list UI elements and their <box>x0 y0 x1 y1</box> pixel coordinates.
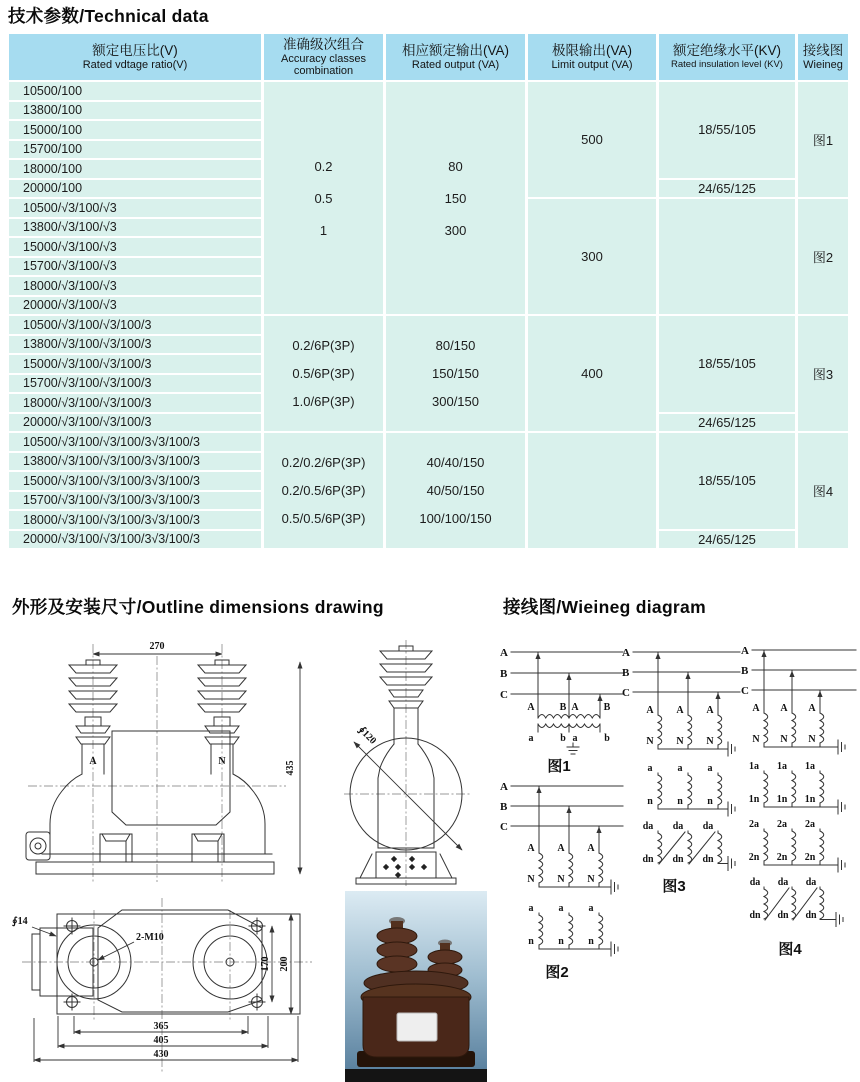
coil-bottom-label: dn <box>672 854 684 865</box>
voltage-ratio: 15700/√3/100/√3/100/3 <box>9 375 261 393</box>
value-line: 0.5/0.5/6P(3P) <box>281 511 366 526</box>
coil-top-label: da <box>702 821 714 832</box>
coil-top-label: 2a <box>749 819 759 830</box>
coil <box>764 773 768 803</box>
value-line: 150/150 <box>432 366 479 381</box>
value-line: 40/50/150 <box>426 483 485 498</box>
coil-bottom-label: dn <box>805 910 817 921</box>
coil-bottom-label: n <box>647 796 653 807</box>
coil <box>599 915 603 945</box>
coil-bottom-label: N <box>752 734 760 745</box>
coil-top-label: A <box>527 843 535 854</box>
value-line: 150 <box>444 190 467 206</box>
fig4-caption: 图4 <box>778 941 802 958</box>
voltage-ratio: 20000/√3/100/√3/100/3 <box>9 414 261 432</box>
limit-output-4 <box>528 433 656 548</box>
coil <box>764 831 768 861</box>
limit-output-2: 300 <box>528 199 656 314</box>
coil <box>820 773 824 803</box>
lv-terminal: b <box>560 733 566 744</box>
coil <box>792 773 796 803</box>
coil-bottom-label: n <box>558 936 564 947</box>
ground-icon <box>728 742 735 756</box>
insulation-3a: 18/55/105 <box>659 316 795 412</box>
value-line: 0.5/6P(3P) <box>292 366 355 381</box>
voltage-ratio: 10500/√3/100/√3/100/3 <box>9 316 261 334</box>
value-line: 100/100/150 <box>419 511 492 526</box>
coil <box>820 831 824 861</box>
coil-top-label: da <box>642 821 654 832</box>
value-line: 80/150 <box>435 338 476 353</box>
coil <box>539 915 543 945</box>
plan-bolt-label: 2-M10 <box>136 932 164 943</box>
hv-terminal: B <box>559 702 567 713</box>
plan-dim-200: 200 <box>279 956 290 972</box>
coil-top-label: 2a <box>805 819 815 830</box>
coil-top-label: 1a <box>777 761 787 772</box>
col-header-wiring: 接线图 Wieineg <box>798 34 848 80</box>
coil-top-label: A <box>706 705 714 716</box>
limit-output-3: 400 <box>528 316 656 431</box>
voltage-ratio: 10500/√3/100/√3 <box>9 199 261 217</box>
phase-a-label: A <box>741 645 749 657</box>
coil <box>658 715 662 745</box>
product-photo <box>345 891 487 1082</box>
coil-bottom-label: N <box>808 734 816 745</box>
value-line: 300 <box>444 222 467 238</box>
coil <box>569 915 573 945</box>
table-row <box>9 316 848 334</box>
insulation-4a: 18/55/105 <box>659 433 795 529</box>
coil <box>688 715 692 745</box>
phase-c-label: C <box>741 685 749 697</box>
coil-bottom-label: N <box>587 874 595 885</box>
value-line: 1 <box>319 222 328 238</box>
coil-bottom-label: N <box>527 874 535 885</box>
wiring-ref-1: 图1 <box>798 82 848 197</box>
accuracy-group-2 <box>264 316 383 431</box>
coil-bottom-label: 1n <box>776 794 788 805</box>
wiring-ref-2: 图2 <box>798 199 848 314</box>
fig2-caption: 图2 <box>545 964 569 981</box>
rated-output-group-3 <box>386 433 525 548</box>
coil-top-label: A <box>587 843 595 854</box>
coil <box>718 715 722 745</box>
voltage-ratio: 18000/√3/100/√3/100/3 <box>9 394 261 412</box>
coil <box>539 853 543 883</box>
technical-data-table <box>6 32 851 550</box>
phase-b-label: B <box>500 668 508 680</box>
voltage-ratio: 15700/100 <box>9 141 261 159</box>
voltage-ratio: 10500/100 <box>9 82 261 100</box>
coil-bottom-label: N <box>706 736 714 747</box>
voltage-ratio: 20000/100 <box>9 180 261 198</box>
coil-top-label: A <box>752 703 760 714</box>
side-view-drawing <box>320 636 485 888</box>
value-line: 0.5 <box>314 190 333 206</box>
coil-bottom-label: n <box>588 936 594 947</box>
wiring-fig1 <box>497 640 625 780</box>
wiring-ref-4: 图4 <box>798 433 848 548</box>
voltage-ratio: 15000/√3/100/√3/100/3√3/100/3 <box>9 472 261 490</box>
coil <box>599 853 603 883</box>
coil-top-label: a <box>707 763 713 774</box>
coil-bottom-label: dn <box>702 854 714 865</box>
ground-icon <box>611 880 618 894</box>
front-view-drawing <box>12 636 322 886</box>
value-line: 1.0/6P(3P) <box>292 394 355 409</box>
rated-output-group-2 <box>386 316 525 431</box>
insulation-3b: 24/65/125 <box>659 414 795 432</box>
coil <box>792 889 796 919</box>
coil-bottom-label: 2n <box>776 852 788 863</box>
coil-top-label: da <box>672 821 684 832</box>
voltage-ratio: 15700/√3/100/√3/100/3√3/100/3 <box>9 492 261 510</box>
wiring-ref-3: 图3 <box>798 316 848 431</box>
plan-hole-label: ∮14 <box>12 916 28 927</box>
col-header-rated-output: 相应额定输出(VA) Rated output (VA) <box>386 34 525 80</box>
lv-terminal: a <box>572 733 578 744</box>
coil-top-label: da <box>777 877 789 888</box>
value-line: 300/150 <box>432 394 479 409</box>
phase-a-label: A <box>622 647 630 659</box>
fig3-caption: 图3 <box>662 878 686 895</box>
hv-terminal: A <box>527 702 535 713</box>
coil-top-label: da <box>805 877 817 888</box>
fig1-caption: 图1 <box>547 758 571 775</box>
plan-dim-430: 430 <box>153 1049 169 1060</box>
coil <box>688 833 692 863</box>
coil-top-label: da <box>749 877 761 888</box>
coil-bottom-label: n <box>528 936 534 947</box>
coil-top-label: a <box>528 903 534 914</box>
coil <box>764 713 768 743</box>
accuracy-group-3 <box>264 433 383 548</box>
plan-dim-365: 365 <box>153 1021 169 1032</box>
value-line: 0.2/6P(3P) <box>292 338 355 353</box>
voltage-ratio: 20000/√3/100/√3/100/3√3/100/3 <box>9 531 261 549</box>
coil-top-label: A <box>646 705 654 716</box>
coil-top-label: 1a <box>749 761 759 772</box>
table-row <box>9 82 848 100</box>
voltage-ratio: 18000/100 <box>9 160 261 178</box>
coil-top-label: a <box>677 763 683 774</box>
coil-top-label: a <box>558 903 564 914</box>
coil-top-label: A <box>676 705 684 716</box>
coil-bottom-label: 1n <box>804 794 816 805</box>
ground-icon <box>838 858 845 872</box>
hv-terminal: A <box>571 702 579 713</box>
coil-bottom-label: N <box>646 736 654 747</box>
coil-bottom-label: N <box>780 734 788 745</box>
earth-icon <box>567 743 579 754</box>
insulation-1b: 24/65/125 <box>659 180 795 198</box>
coil-top-label: 1a <box>805 761 815 772</box>
coil-bottom-label: 1n <box>748 794 760 805</box>
voltage-ratio: 18000/√3/100/√3 <box>9 277 261 295</box>
col-header-insulation: 额定绝缘水平(KV) Rated insulation level (KV) <box>659 34 795 80</box>
voltage-ratio: 20000/√3/100/√3 <box>9 297 261 315</box>
voltage-ratio: 13800/√3/100/√3/100/3√3/100/3 <box>9 453 261 471</box>
coil-top-label: a <box>647 763 653 774</box>
phase-c-label: C <box>622 687 630 699</box>
coil-bottom-label: dn <box>749 910 761 921</box>
voltage-ratio: 13800/100 <box>9 102 261 120</box>
front-dim-height: 435 <box>285 760 296 776</box>
voltage-ratio: 15000/√3/100/√3 <box>9 238 261 256</box>
voltage-ratio: 15000/√3/100/√3/100/3 <box>9 355 261 373</box>
value-line: 0.2/0.5/6P(3P) <box>281 483 366 498</box>
table-row <box>9 433 848 451</box>
header-row <box>9 34 848 80</box>
ground-icon <box>838 800 845 814</box>
coil <box>820 713 824 743</box>
coil <box>820 889 824 919</box>
limit-output-1: 500 <box>528 82 656 197</box>
value-line: 0.2 <box>314 158 333 174</box>
coil <box>569 853 573 883</box>
coil-bottom-label: dn <box>642 854 654 865</box>
plan-dim-170: 170 <box>260 956 271 972</box>
coil-top-label: A <box>780 703 788 714</box>
ground-icon <box>728 857 735 871</box>
ground-icon <box>838 740 845 754</box>
coil-bottom-label: n <box>677 796 683 807</box>
insulation-2 <box>659 199 795 314</box>
coil-top-label: a <box>588 903 594 914</box>
wiring-fig2 <box>497 778 625 990</box>
voltage-ratio: 13800/√3/100/√3/100/3 <box>9 336 261 354</box>
coil <box>658 833 662 863</box>
voltage-ratio: 15700/√3/100/√3 <box>9 258 261 276</box>
voltage-ratio: 13800/√3/100/√3 <box>9 219 261 237</box>
value-line: 0.2/0.2/6P(3P) <box>281 455 366 470</box>
wiring-diagram-title: 接线图/Wieineg diagram <box>503 597 706 617</box>
plan-view-drawing <box>10 884 340 1080</box>
voltage-ratio: 18000/√3/100/√3/100/3√3/100/3 <box>9 511 261 529</box>
coil <box>718 833 722 863</box>
coil <box>658 775 662 805</box>
outline-dimensions-title: 外形及安装尺寸/Outline dimensions drawing <box>12 597 384 617</box>
lv-terminal: a <box>528 733 534 744</box>
lv-terminal: b <box>604 733 610 744</box>
phase-a-label: A <box>500 647 508 659</box>
wiring-fig3 <box>620 640 742 905</box>
coil-bottom-label: n <box>707 796 713 807</box>
insulation-4b: 24/65/125 <box>659 531 795 549</box>
terminal-box-contacts <box>383 856 427 878</box>
phase-b-label: B <box>500 801 508 813</box>
insulation-1a: 18/55/105 <box>659 82 795 178</box>
side-dim-diameter: ∮120 <box>355 724 379 747</box>
technical-data-title: 技术参数/Technical data <box>8 6 209 26</box>
col-header-limit-output: 极限输出(VA) Limit output (VA) <box>528 34 656 80</box>
phase-c-label: C <box>500 821 508 833</box>
coil <box>764 889 768 919</box>
coil <box>792 713 796 743</box>
phase-c-label: C <box>500 689 508 701</box>
phase-b-label: B <box>741 665 749 677</box>
coil-bottom-label: 2n <box>804 852 816 863</box>
front-terminal-a: A <box>89 756 97 767</box>
phase-b-label: B <box>622 667 630 679</box>
col-header-voltage-ratio: 额定电压比(V) Rated vdtage ratio(V) <box>9 34 261 80</box>
ground-icon <box>728 802 735 816</box>
coil <box>688 775 692 805</box>
front-dim-width: 270 <box>149 641 165 652</box>
coil-bottom-label: dn <box>777 910 789 921</box>
coil-bottom-label: N <box>676 736 684 747</box>
voltage-ratio: 10500/√3/100/√3/100/3√3/100/3 <box>9 433 261 451</box>
coil-top-label: 2a <box>777 819 787 830</box>
voltage-ratio: 15000/100 <box>9 121 261 139</box>
phase-a-label: A <box>500 781 508 793</box>
wiring-fig4 <box>740 638 858 978</box>
col-header-accuracy: 准确级次组合 Accuracy classes combination <box>264 34 383 80</box>
value-line: 40/40/150 <box>426 455 485 470</box>
ground-icon <box>611 942 618 956</box>
ground-icon <box>836 913 843 927</box>
hv-terminal: B <box>603 702 611 713</box>
coil <box>718 775 722 805</box>
coil-top-label: A <box>557 843 565 854</box>
value-line: 80 <box>448 158 463 174</box>
coil-bottom-label: N <box>557 874 565 885</box>
front-terminal-n: N <box>218 756 226 767</box>
spec-table <box>6 32 851 550</box>
coil-bottom-label: 2n <box>748 852 760 863</box>
accuracy-group-1 <box>264 82 383 314</box>
coil-top-label: A <box>808 703 816 714</box>
rated-output-group-1 <box>386 82 525 314</box>
coil <box>792 831 796 861</box>
plan-dim-405: 405 <box>153 1035 169 1046</box>
